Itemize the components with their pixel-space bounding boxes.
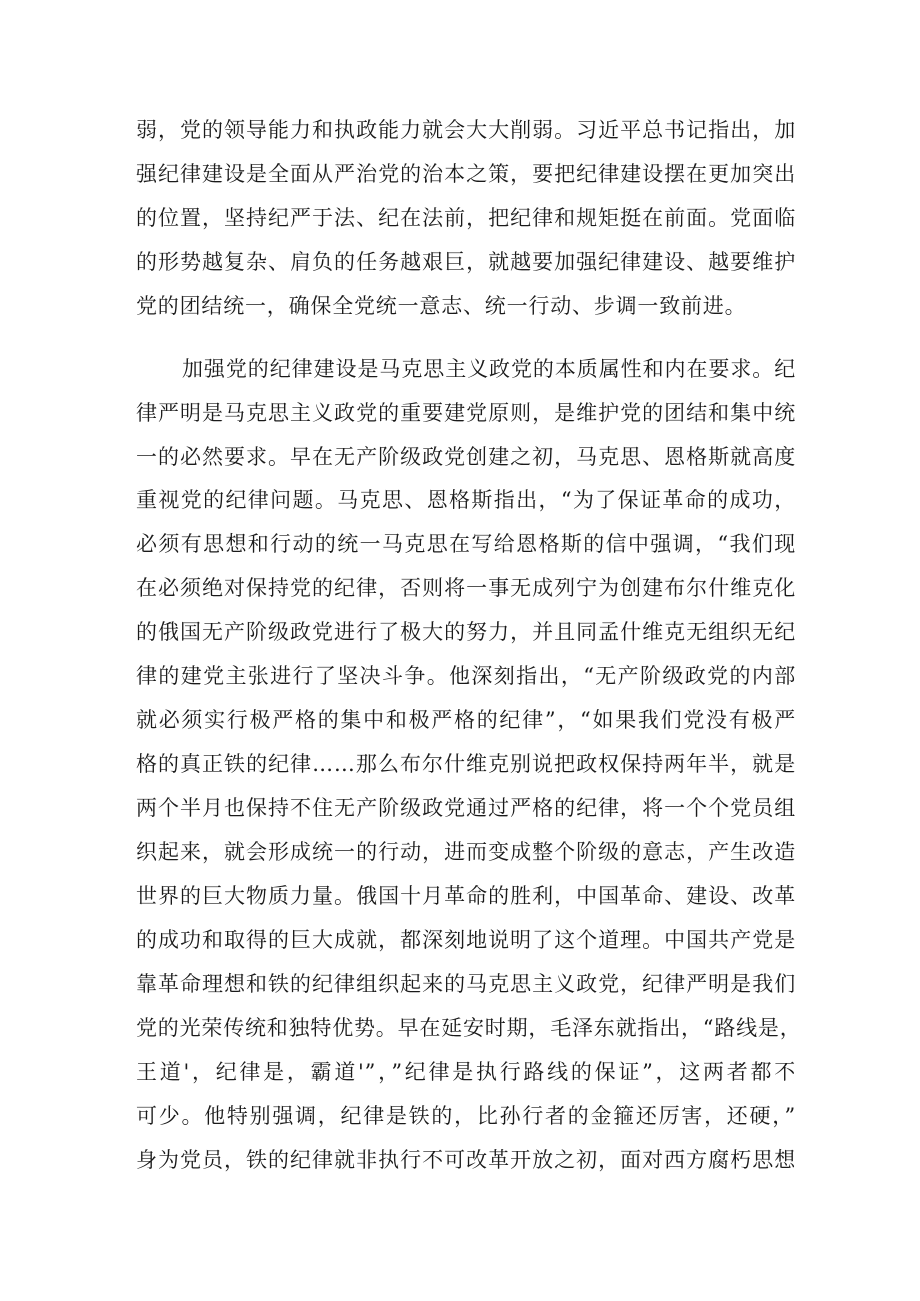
text-line: 必须有思想和行动的统一马克思在写给恩格斯的信中强调，“我们现 <box>136 532 796 556</box>
text-line: 的形势越复杂、肩负的任务越艰巨，就越要加强纪律建设、越要维护 <box>136 250 796 274</box>
text-line: 王道'，纪律是，霸道'”，”纪律是执行路线的保证”，这两者都不 <box>136 1060 796 1084</box>
paragraph-first-line: 加强党的纪律建设是马克思主义政党的本质属性和内在要求。纪 <box>182 357 796 381</box>
text-line: 织起来，就会形成统一的行动，进而变成整个阶级的意志，产生改造 <box>136 840 796 864</box>
text-line: 的位置，坚持纪严于法、纪在法前，把纪律和规矩挺在前面。党面临 <box>136 206 796 230</box>
text-line: 一的必然要求。早在无产阶级政党创建之初，马克思、恩格斯就高度 <box>136 445 796 469</box>
text-line: 世界的巨大物质力量。俄国十月革命的胜利，中国革命、建设、改革 <box>136 884 796 908</box>
text-line: 的成功和取得的巨大成就，都深刻地说明了这个道理。中国共产党是 <box>136 928 796 952</box>
text-line: 格的真正铁的纪律……那么布尔什维克别说把政权保持两年半，就是 <box>136 752 796 776</box>
text-line: 身为党员，铁的纪律就非执行不可改革开放之初，面对西方腐朽思想 <box>136 1148 796 1172</box>
text-line: 靠革命理想和铁的纪律组织起来的马克思主义政党，纪律严明是我们 <box>136 972 796 996</box>
text-line: 可少。他特别强调，纪律是铁的，比孙行者的金箍还厉害，还硬，” <box>136 1104 796 1128</box>
text-line: 弱，党的领导能力和执政能力就会大大削弱。习近平总书记指出，加 <box>136 118 796 142</box>
text-line: 就必须实行极严格的集中和极严格的纪律”，“如果我们党没有极严 <box>136 708 796 732</box>
text-line: 强纪律建设是全面从严治党的治本之策，要把纪律建设摆在更加突出 <box>136 162 796 186</box>
text-line: 党的光荣传统和独特优势。早在延安时期，毛泽东就指出，“路线是， <box>136 1016 802 1040</box>
text-line: 党的团结统一，确保全党统一意志、统一行动、步调一致前进。 <box>136 294 747 318</box>
text-line: 律严明是马克思主义政党的重要建党原则，是维护党的团结和集中统 <box>136 401 796 425</box>
text-line: 重视党的纪律问题。马克思、恩格斯指出，“为了保证革命的成功， <box>136 488 796 512</box>
text-line: 两个半月也保持不住无产阶级政党通过严格的纪律，将一个个党员组 <box>136 796 796 820</box>
text-line: 在必须绝对保持党的纪律，否则将一事无成列宁为创建布尔什维克化 <box>136 576 796 600</box>
text-line: 的俄国无产阶级政党进行了极大的努力，并且同孟什维克无组织无纪 <box>136 620 796 644</box>
text-line: 律的建党主张进行了坚决斗争。他深刻指出，“无产阶级政党的内部 <box>136 664 796 688</box>
